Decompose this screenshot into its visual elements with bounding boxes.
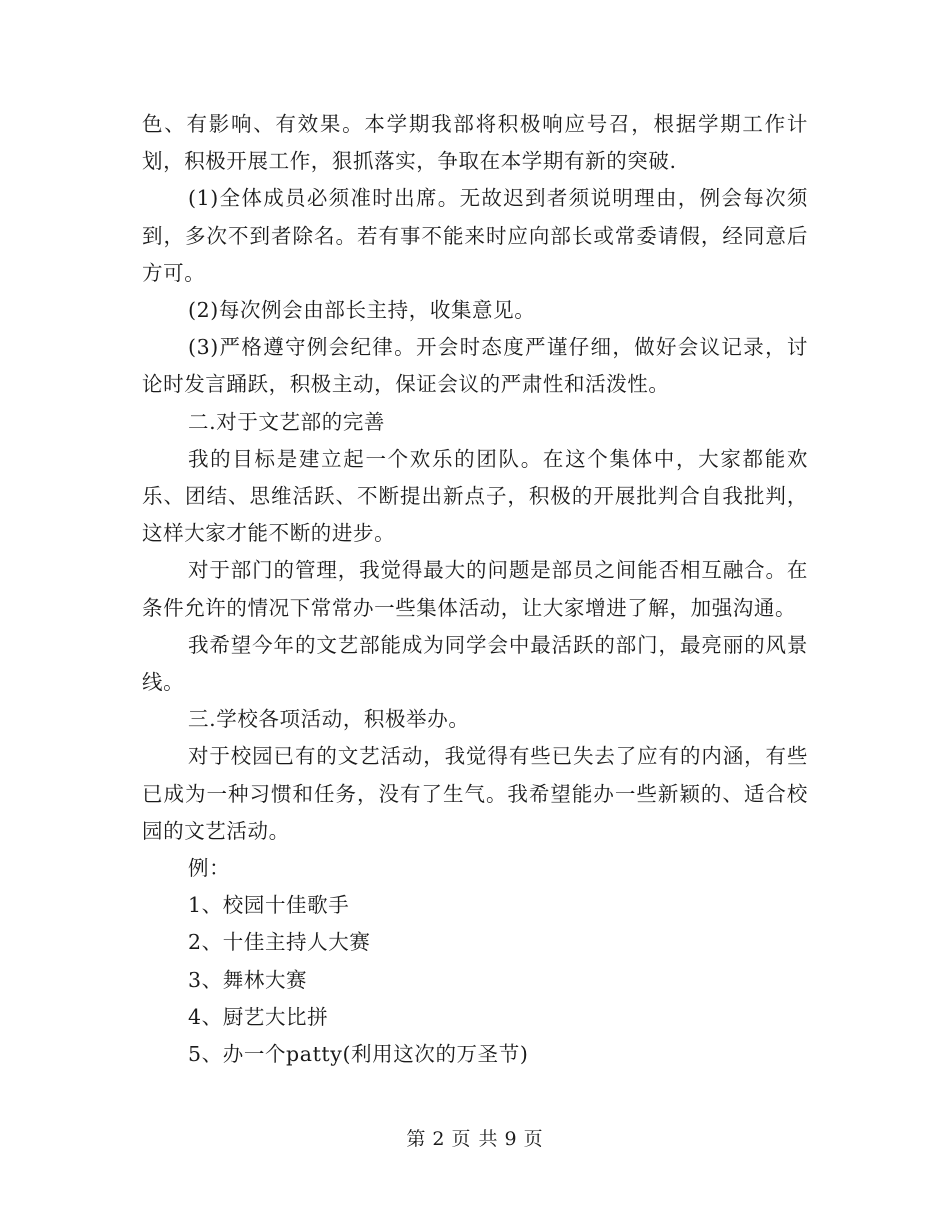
list-item: 3、舞林大赛 [188, 967, 308, 992]
paragraph-hope: 我希望今年的文艺部能成为同学会中最活跃的部门，最亮丽的风景线。 [142, 632, 808, 695]
page-footer [0, 1124, 950, 1151]
footer-suffix: 页 [523, 1128, 544, 1150]
paragraph-rule-1: (1)全体成员必须准时出席。无故迟到者须说明理由，例会每次须到，多次不到者除名。若有事不能来时应向部长或常委请假，经同意后方可。 [142, 186, 808, 285]
paragraph-rule-2: (2)每次例会由部长主持，收集意见。 [188, 298, 536, 323]
paragraph-goal: 我的目标是建立起一个欢乐的团队。在这个集体中，大家都能欢乐、团结、思维活跃、不断提出新点子，积极的开展批判合自我批判，这样大家才能不断的进步。 [142, 446, 808, 546]
footer-current-page: 2 [432, 1128, 446, 1150]
footer-total-pages: 9 [504, 1128, 518, 1150]
list-item: 2、十佳主持人大赛 [188, 930, 371, 955]
paragraph-management: 对于部门的管理，我觉得最大的问题是部员之间能否相互融合。在条件允许的情况下常常办一些集体活动，让大家增进了解，加强沟通。 [142, 558, 808, 620]
list-item: 1、校园十佳歌手 [188, 893, 350, 918]
list-item: 4、厨艺大比拼 [188, 1004, 329, 1029]
paragraph-continuation: 色、有影响、有效果。本学期我部将积极响应号召，根据学期工作计划，积极开展工作，狠抓落实，争取在本学期有新的突破. [142, 112, 808, 174]
section-heading-2: 二.对于文艺部的完善 [188, 409, 386, 434]
example-label: 例： [188, 856, 231, 881]
footer-prefix: 第 [406, 1128, 427, 1150]
paragraph-activities: 对于校园已有的文艺活动，我觉得有些已失去了应有的内涵，有些已成为一种习惯和任务，没有了生气。我希望能办一些新颖的、适合校园的文艺活动。 [142, 744, 808, 843]
section-heading-3: 三.学校各项活动，积极举办。 [188, 707, 470, 732]
footer-middle: 页 共 [451, 1128, 499, 1150]
list-item: 5、办一个patty(利用这次的万圣节) [188, 1042, 529, 1067]
paragraph-rule-3: (3)严格遵守例会纪律。开会时态度严谨仔细，做好会议记录，讨论时发言踊跃，积极主动，保证会议的严肃性和活泼性。 [142, 335, 808, 397]
document-body [142, 106, 808, 1073]
